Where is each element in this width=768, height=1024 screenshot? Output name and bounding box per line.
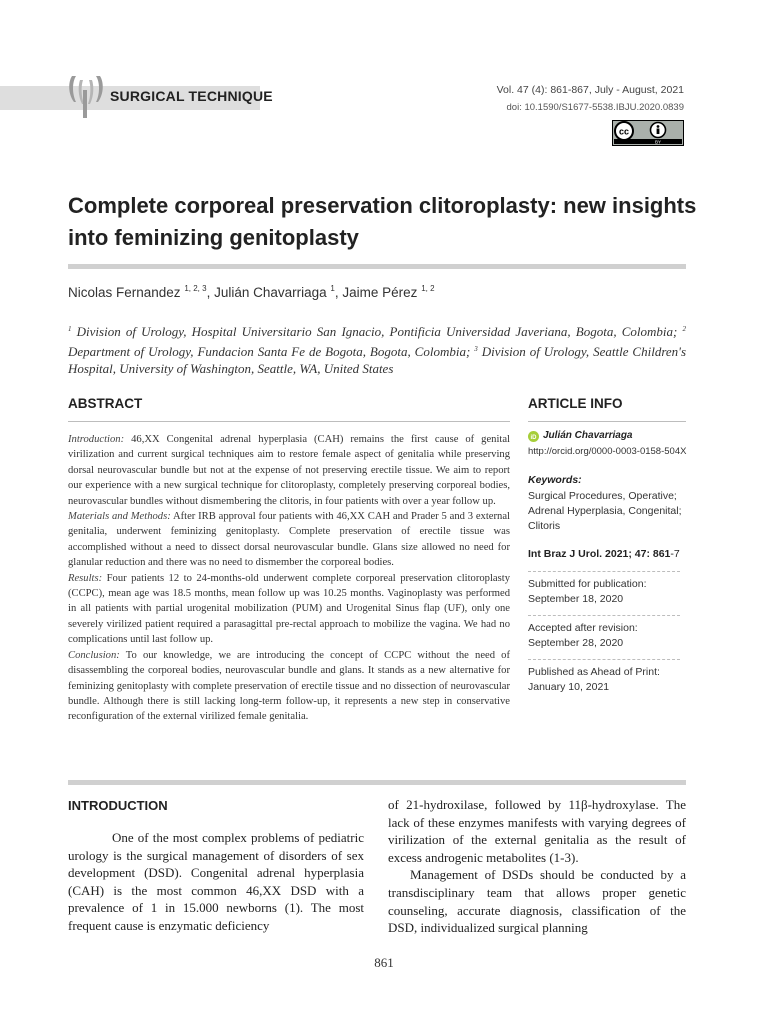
citation: Int Braz J Urol. 2021; 47: 861-7 [528, 548, 680, 560]
abstract-rule [68, 421, 510, 422]
affiliation-3: Division of Urology, Seattle Children's Hospital, University of Washington, Seattle, WA, United States [68, 343, 687, 376]
body-paragraph: of 21-hydroxilase, followed by 11β-hydroxylase. The lack of these enzymes manifests with varying degrees of virilization of the external genitalia as the result of excess androgenic metabolites (1-3). [388, 797, 686, 865]
published-date: Published as Ahead of Print: January 10, 2021 [528, 666, 660, 694]
article-title: Complete corporeal preservation clitoroplasty: new insights into feminizing genitoplasty [68, 193, 697, 250]
author-affil-sup: 1 [330, 284, 335, 293]
journal-logo [66, 72, 106, 120]
affiliation-2: Department of Urology, Fundacion Santa Fe de Bogota, Bogota, Colombia; [68, 343, 471, 359]
info-divider [528, 615, 680, 616]
abstract-conclusion: Conclusion: To our knowledge, we are introducing the concept of CCPC without the need of disassembling the corporeal bodies, neurovascular bundle and glans. It stands as a new alternative for feminizing genitoplasty with complete preservation of erectile tissue and no dissection of neurovascular bundle. Although there is still lacking long-term follow-up, it represents a new step in conservative reconfiguration of the external virilized female genitalia. [68, 649, 510, 723]
orcid-link[interactable]: http://orcid.org/0000-0003-0158-504X [528, 446, 687, 457]
title-divider [68, 264, 686, 269]
abstract-heading: ABSTRACT [68, 396, 143, 411]
author-name[interactable]: Jaime Pérez [342, 285, 418, 300]
affil-sup: 1 [68, 325, 72, 333]
author-affil-sup: 1, 2, 3 [184, 284, 207, 293]
submitted-date: Submitted for publication: September 18, 2020 [528, 578, 647, 606]
abstract-introduction: Introduction: 46,XX Congenital adrenal hyperplasia (CAH) remains the first cause of genital virilization and current surgical techniques aim to restore female aspect of genitalia while preserving dorsal neurovascular bundle but not at the expense of not preserving erectile tissue. We aim to report our experience with a new surgical technique for clitoroplasty, completely preserving corporeal bodies, neurovascular bundles without dismembering the clitoris, in four patients with over a year follow up. [68, 434, 510, 507]
article-info-heading: ARTICLE INFO [528, 396, 623, 411]
author-affil-sup: 1, 2 [421, 284, 435, 293]
body-column-left [68, 829, 364, 935]
affil-sup: 2 [682, 325, 687, 333]
abstract-label: Introduction: [68, 434, 125, 445]
abstract-label: Results: [68, 572, 103, 584]
affil-sup: 3 [474, 344, 478, 353]
abstract-results: Results: Four patients 12 to 24-months-old underwent complete corporeal preservation clitoroplasty (CCPC), mean age was 18.5 months, mean follow up was 10.25 months. Vaginoplasty was performed in all patients with partial urogenital mobilization (PUM) and Urogenital Sinus flap (UF), only one severely virilized patient required a parasagittal pre-rectal approach to mobilize the vagina. We had no complications until last follow up. [68, 572, 510, 646]
orcid-author[interactable]: Julián Chavarriaga [543, 430, 633, 441]
section-label: SURGICAL TECHNIQUE [110, 88, 273, 104]
keywords-label: Keywords: [528, 474, 582, 486]
info-divider [528, 571, 680, 572]
cc-by-license-icon[interactable] [612, 120, 684, 146]
svg-text:cc: cc [618, 126, 630, 137]
orcid-icon[interactable] [528, 431, 539, 442]
article-info-rule [528, 421, 686, 422]
author-list: Nicolas Fernandez $^{1, 2, 3}$, Julián Chavarriaga $^1$, Jaime Pérez $^{1, 2}$ [68, 284, 435, 300]
doi[interactable]: doi: 10.1590/S1677-5538.IBJU.2020.0839 [506, 102, 684, 113]
body-paragraph: One of the most complex problems of pediatric urology is the surgical management of disorders of sex development (DSD). Congenital adrenal hyperplasia (CAH) is the most common 46,XX DSD with a prevalence of 1 in 15.000 newborns (1). The most frequent cause is enzymatic deficiency [68, 830, 364, 933]
abstract-body [68, 432, 510, 725]
abstract-divider [68, 780, 686, 785]
info-divider [528, 659, 680, 660]
abstract-label: Materials and Methods: [68, 511, 171, 523]
accepted-date: Accepted after revision: September 28, 2020 [528, 622, 638, 650]
author-name[interactable]: Nicolas Fernandez [68, 285, 181, 300]
svg-text:iD: iD [530, 434, 537, 441]
page-number: 861 [374, 955, 394, 970]
abstract-methods: Materials and Methods: After IRB approval four patients with 46,XX CAH and Prader 5 and 3 external genitalia, underwent feminizing genitoplasty. Complete preservation of erectile tissue was accomplished without a need to dissect dorsal neurovascular bundle. Glans size allowed no need for glanular reduction and there was no need to dismember the corporeal bodies. [68, 511, 510, 569]
svg-text:BY: BY [654, 139, 662, 145]
affiliation-1: Division of Urology, Hospital Universitario San Ignacio, Pontificia Universidad Javeriana, Bogota, Colombia; [76, 324, 678, 339]
keywords: Surgical Procedures, Operative; Adrenal Hyperplasia, Congenital; Clitoris [528, 490, 682, 533]
body-paragraph: Management of DSDs should be conducted by a transdisciplinary team that allows proper genetic counseling, accurate diagnosis, classification of the DSD, individualized surgical planning [388, 867, 686, 936]
introduction-heading: INTRODUCTION [68, 798, 168, 813]
journal-volume: Vol. 47 (4): 861-867, July - August, 2021 [496, 84, 684, 96]
abstract-label: Conclusion: [68, 649, 120, 661]
body-column-right [388, 796, 686, 937]
affiliations [68, 321, 686, 378]
author-name[interactable]: Julián Chavarriaga [214, 285, 327, 300]
